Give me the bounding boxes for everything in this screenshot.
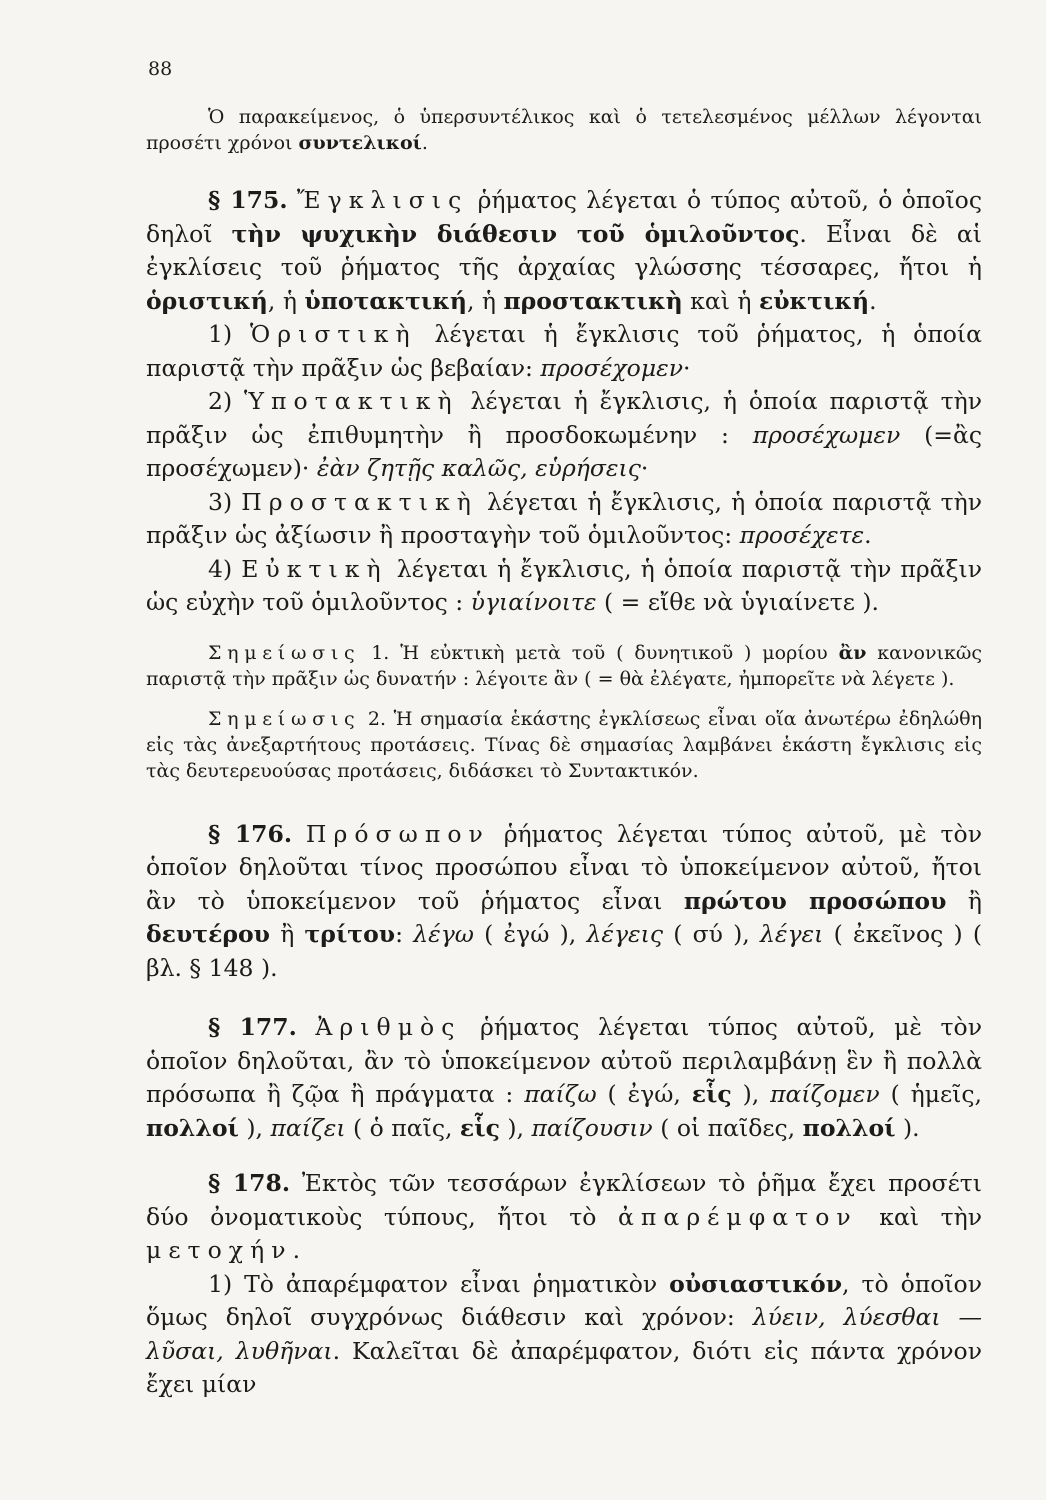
italic-example: λέγει (760, 920, 824, 948)
italic-example: λύειν, λύεσθαι — λῦσαι, λυθῆναι (146, 1303, 982, 1365)
bold-term: προστακτικὴ (503, 286, 683, 315)
spaced-term: Ἔγκλισις (296, 186, 469, 214)
spaced-term: Προστακτικὴ (241, 487, 478, 516)
spaced-term: Σημείωσις (208, 707, 361, 730)
bold-term: εὐκτική (758, 286, 870, 315)
bold-term: πολλοί (802, 1113, 896, 1142)
section-number: § 178. (208, 1169, 291, 1197)
section-177: § 177. Ἀριθμὸς ῥήματος λέγεται τύπος αὐτοῦ, μὲ τὸν ὁποῖον δηλοῦται, ἂν τὸ ὑποκείμενον αὐτοῦ περιλαμβάνῃ ἓν ἢ πολλὰ πρόσωπα ἢ ζῷα ἢ πράγματα : παίζω ( ἐγώ, εἷς ), παίζομεν ( ἡμεῖς, πολλοί ), παίζει ( ὁ παῖς, εἷς ), παίζουσιν ( οἱ παῖδες, πολλοί ). (146, 1013, 982, 1142)
section-175-item-3: 3) Προστακτικὴ λέγεται ἡ ἔγκλισις, ἡ ὁποία παριστᾷ τὴν πρᾶξιν ὡς ἀξίωσιν ἢ προσταγὴν τοῦ ὁμιλοῦντος: προσέχετε. (146, 487, 983, 549)
spaced-term: ἀπαρέμφατον (617, 1202, 858, 1231)
italic-example: ἐὰν ζητῇς καλῶς, εὑρήσεις (316, 454, 641, 482)
bold-term: δευτέρου (146, 920, 270, 948)
section-178-item-1: 1) Τὸ ἀπαρέμφατον εἶναι ῥηματικὸν οὐσιαστικόν, τὸ ὁποῖον ὅμως δηλοῖ συγχρόνως διάθεσιν καὶ χρόνον: λύειν, λύεσθαι — λῦσαι, λυθῆναι. Καλεῖται δὲ ἀπαρέμφατον, διότι εἰς πάντα χρόνον ἔχει μίαν (146, 1269, 982, 1398)
page-content (146, 104, 982, 1402)
italic-example: προσέχωμεν (752, 420, 901, 449)
italic-example: παίζω (524, 1080, 597, 1108)
section-number: § 176. (208, 819, 293, 848)
section-175-item-2: 2) Ὑποτακτικὴ λέγεται ἡ ἔγκλισις, ἡ ὁποία παριστᾷ τὴν πρᾶξιν ὡς ἐπιθυμητὴν ἢ προσδοκωμένην : προσέχωμεν (=ἂς προσέχωμεν)· ἐὰν ζητῇς καλῶς, εὑρήσεις· (146, 387, 983, 482)
section-175-item-1: 1) Ὁριστικὴ λέγεται ἡ ἔγκλισις τοῦ ῥήματος, ἡ ὁποία παριστᾷ τὴν πρᾶξιν ὡς βεβαίαν: προσέχομεν· (146, 320, 983, 382)
bold-term: ἂν (838, 641, 867, 664)
bold-term: εἷς (459, 1113, 500, 1142)
italic-example: προσέχομεν (540, 353, 683, 382)
italic-example: ὑγιαίνοιτε (470, 588, 597, 616)
note-1: Σημείωσις 1. Ἡ εὐκτικὴ μετὰ τοῦ ( δυνητικοῦ ) μορίου ἂν κανονικῶς παριστᾷ τὴν πρᾶξιν ὡς δυνατήν : λέγοιτε ἂν ( = θὰ ἐλέγατε, ἠμπορεῖτε νὰ λέγετε ). (146, 641, 982, 690)
spaced-term: Ὁριστικὴ (249, 320, 417, 348)
italic-example: προσέχετε (739, 521, 865, 549)
note-2: Σημείωσις 2. Ἡ σημασία ἑκάστης ἐγκλίσεως εἶναι οἵα ἀνωτέρω ἐδηλώθη εἰς τὰς ἀνεξαρτήτους προτάσεις. Τίνας δὲ σημασίας λαμβάνει ἑκάστη ἔγκλισις εἰς τὰς δευτερευούσας προτάσεις, διδάσκει τὸ Συντακτικόν. (146, 707, 982, 782)
spaced-term: Ἀριθμὸς (315, 1013, 462, 1041)
spaced-term: μετοχήν (146, 1236, 293, 1264)
bold-term: ὑποτακτική (304, 286, 467, 315)
bold-term: εἷς (691, 1080, 732, 1108)
section-175: § 175. Ἔγκλισις ῥήματος λέγεται ὁ τύπος αὐτοῦ, ὁ ὁποῖος δηλοῖ τὴν ψυχικὴν διάθεσιν τοῦ ὁμιλοῦντος. Εἶναι δὲ αἱ ἐγκλίσεις τοῦ ῥήματος τῆς ἀρχαίας γλώσσης τέσσαρες, ἤτοι ἡ ὁριστική, ἡ ὑποτακτική, ἡ προστακτικὴ καὶ ἡ εὐκτική. (146, 186, 982, 315)
spaced-term: Εὐκτικὴ (241, 554, 388, 583)
bold-term: ὁριστική (146, 286, 268, 315)
bold-term: συντελικοί (298, 132, 422, 154)
spaced-term: Ὑποτακτικὴ (244, 387, 459, 415)
italic-example: λέγω (413, 920, 474, 948)
bold-term: τὴν ψυχικὴν διάθεσιν τοῦ ὁμιλοῦντος (231, 219, 800, 248)
section-175-item-4: 4) Εὐκτικὴ λέγεται ἡ ἔγκλισις, ἡ ὁποία παριστᾷ τὴν πρᾶξιν ὡς εὐχὴν τοῦ ὁμιλοῦντος : ὑγιαίνοιτε ( = εἴθε νὰ ὑγιαίνετε ). (146, 554, 982, 616)
spaced-term: Σημείωσις (208, 641, 361, 664)
italic-example: λέγεις (586, 920, 663, 948)
spaced-term: Πρόσωπον (305, 819, 490, 848)
section-178: § 178. Ἐκτὸς τῶν τεσσάρων ἐγκλίσεων τὸ ῥῆμα ἔχει προσέτι δύο ὀνοματικοὺς τύπους, ἤτοι τὸ ἀπαρέμφατον καὶ τὴν μετοχήν. (146, 1169, 983, 1264)
bold-term: τρίτου (304, 920, 396, 948)
section-number: § 177. (208, 1013, 297, 1041)
bold-term: πρώτου προσώπου (683, 886, 947, 915)
section-number: § 175. (208, 186, 288, 214)
bold-term: πολλοί (146, 1113, 239, 1142)
section-176: § 176. Πρόσωπον ῥήματος λέγεται τύπος αὐτοῦ, μὲ τὸν ὁποῖον δηλοῦται τίνος προσώπου εἶναι τὸ ὑποκείμενον αὐτοῦ, ἤτοι ἂν τὸ ὑποκείμενον τοῦ ῥήματος εἶναι πρώτου προσώπου ἢ δευτέρου ἢ τρίτου: λέγω ( ἐγώ ), λέγεις ( σύ ), λέγει ( ἐκεῖνος ) ( βλ. § 148 ). (146, 819, 983, 982)
intro-paragraph: Ὁ παρακείμενος, ὁ ὑπερσυντέλικος καὶ ὁ τετελεσμένος μέλλων λέγονται προσέτι χρόνοι συντελικοί. (146, 106, 982, 154)
page-number: 88 (148, 58, 173, 80)
italic-example: παίζομεν (770, 1080, 880, 1108)
italic-example: παίζει (270, 1113, 346, 1142)
bold-term: οὐσιαστικόν (669, 1269, 843, 1298)
italic-example: παίζουσιν (531, 1113, 653, 1142)
